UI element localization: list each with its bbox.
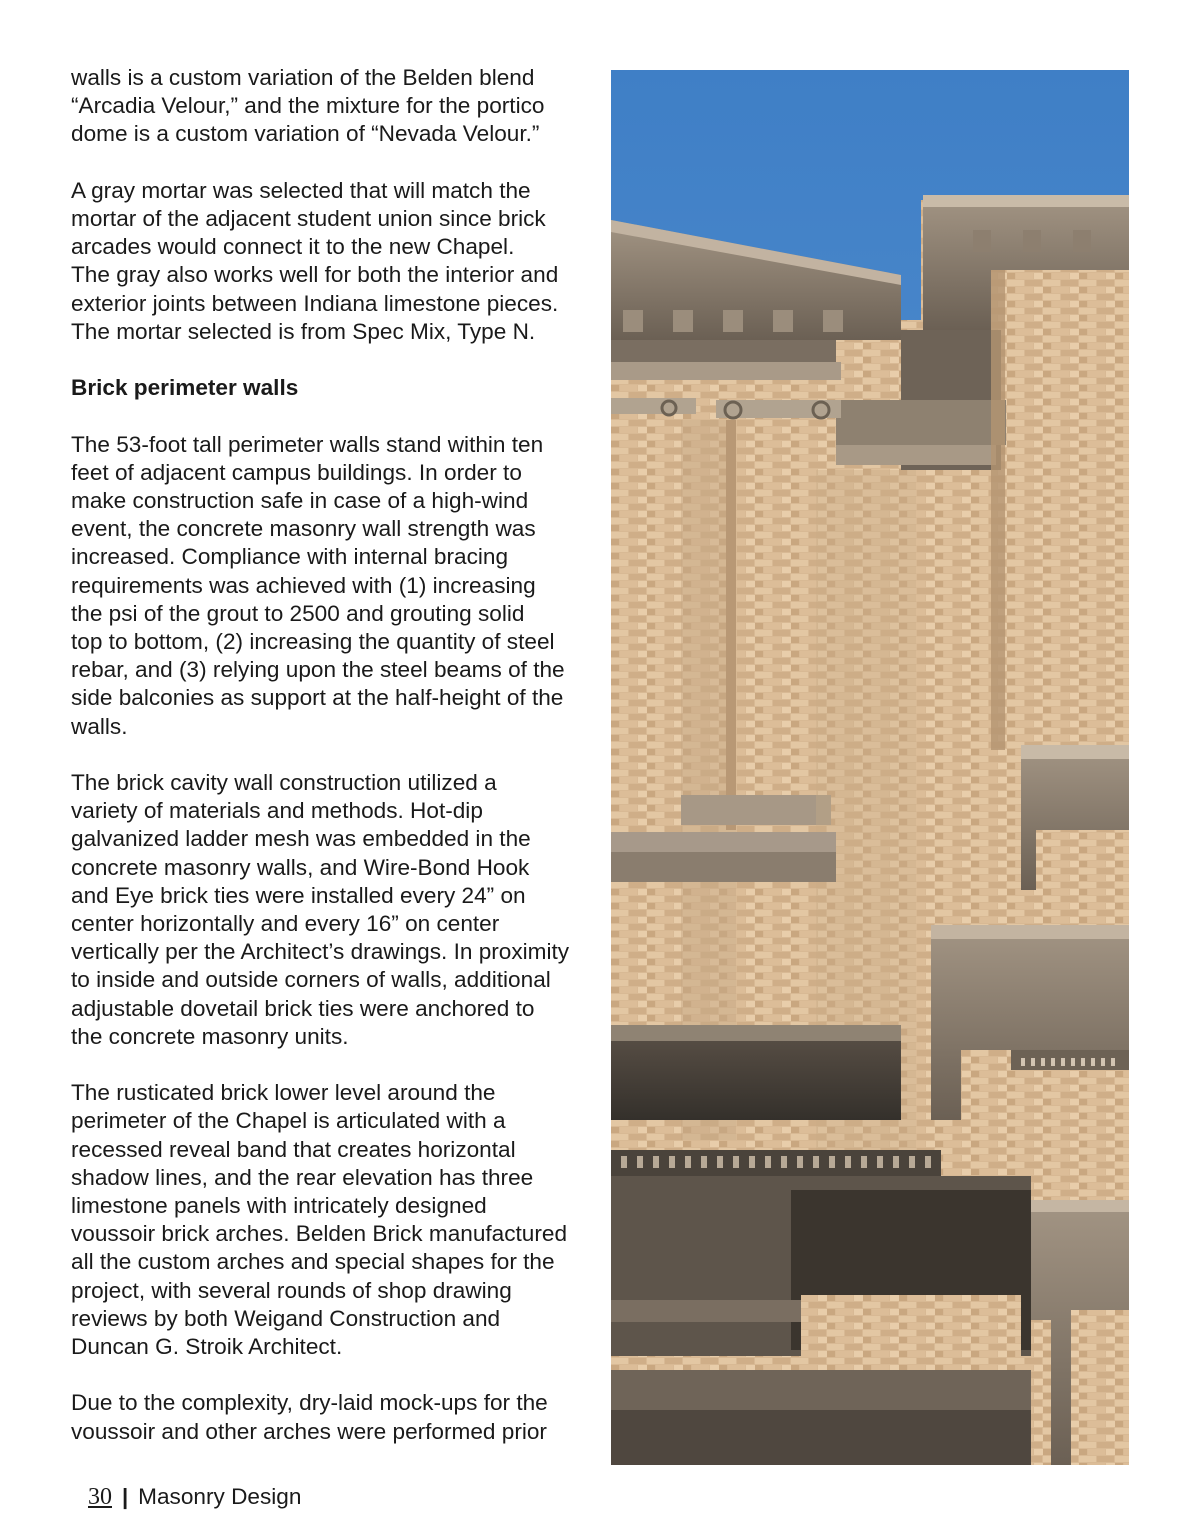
- page-footer: [88, 1484, 301, 1514]
- text-line: Due to the complexity, dry-laid mock-ups for the: [71, 1390, 548, 1416]
- text-line: “Arcadia Velour,” and the mixture for the portico: [71, 93, 545, 119]
- text-line: arcades would connect it to the new Chapel.: [71, 234, 515, 260]
- text-line: mortar of the adjacent student union since brick: [71, 206, 546, 231]
- text-line: requirements was achieved with (1) increasing: [71, 572, 536, 598]
- text-line: feet of adjacent campus buildings. In order to: [71, 459, 522, 485]
- text-line: dome is a custom variation of “Nevada Velour.”: [71, 121, 540, 147]
- text-line: rebar, and (3) relying upon the steel beams of the: [71, 657, 565, 683]
- text-line: concrete masonry walls, and Wire-Bond Hook: [71, 854, 530, 880]
- text-line: the psi of the grout to 2500 and grouting solid: [71, 600, 525, 626]
- paragraph-mortar: [71, 177, 596, 346]
- section-heading: Brick perimeter walls: [71, 375, 299, 401]
- text-line: and Eye brick ties were installed every 24” on: [71, 882, 526, 908]
- text-line: walls.: [71, 713, 128, 739]
- text-line: exterior joints between Indiana limestone pieces.: [71, 290, 559, 316]
- text-line: vertically per the Architect’s drawings. In proximity: [71, 939, 570, 965]
- chapel-facade-illustration: [611, 70, 1129, 1465]
- paragraph-rusticated-brick: [71, 1079, 596, 1361]
- text-line: shadow lines, and the rear elevation has three: [71, 1164, 534, 1190]
- text-line: the concrete masonry units.: [71, 1023, 349, 1049]
- text-line: The gray also works well for both the interior and: [71, 262, 559, 288]
- text-line: The 53-foot tall perimeter walls stand within ten: [71, 431, 544, 457]
- text-line: voussoir and other arches were performed prior: [71, 1418, 547, 1444]
- publication-name: Masonry Design: [138, 1484, 302, 1509]
- chapel-facade-photo: [611, 70, 1129, 1465]
- text-line: Duncan G. Stroik Architect.: [71, 1334, 343, 1360]
- text-line: galvanized ladder mesh was embedded in the: [71, 826, 531, 852]
- paragraph-mockups: [71, 1389, 596, 1445]
- text-line: The mortar selected is from Spec Mix, Type N.: [71, 318, 536, 344]
- text-line: walls is a custom variation of the Belden blend: [71, 65, 535, 90]
- text-line: project, with several rounds of shop drawing: [71, 1277, 512, 1303]
- footer-separator: |: [122, 1484, 129, 1509]
- paragraph-brick-blend: [71, 64, 596, 149]
- page-number: 30: [88, 1484, 112, 1510]
- text-line: side balconies as support at the half-height of the: [71, 685, 564, 711]
- text-line: all the custom arches and special shapes for the: [71, 1249, 555, 1275]
- text-line: A gray mortar was selected that will match the: [71, 177, 531, 203]
- text-line: The rusticated brick lower level around the: [71, 1080, 496, 1106]
- text-line: recessed reveal band that creates horizontal: [71, 1136, 516, 1162]
- paragraph-perimeter-walls: [71, 431, 596, 741]
- text-line: reviews by both Weigand Construction and: [71, 1305, 501, 1331]
- text-line: limestone panels with intricately designed: [71, 1193, 487, 1219]
- text-line: increased. Compliance with internal bracing: [71, 544, 509, 570]
- article-body: [71, 64, 596, 1474]
- text-line: top to bottom, (2) increasing the quantity of steel: [71, 629, 555, 655]
- paragraph-cavity-wall: [71, 769, 596, 1051]
- text-line: variety of materials and methods. Hot-dip: [71, 798, 483, 824]
- text-line: to inside and outside corners of walls, additional: [71, 967, 551, 993]
- text-line: perimeter of the Chapel is articulated with a: [71, 1108, 506, 1134]
- text-line: center horizontally and every 16” on center: [71, 911, 500, 937]
- text-line: event, the concrete masonry wall strength was: [71, 516, 536, 542]
- text-line: The brick cavity wall construction utilized a: [71, 770, 497, 796]
- text-line: voussoir brick arches. Belden Brick manufactured: [71, 1221, 568, 1247]
- text-line: make construction safe in case of a high-wind: [71, 488, 529, 513]
- text-line: adjustable dovetail brick ties were anchored to: [71, 995, 535, 1021]
